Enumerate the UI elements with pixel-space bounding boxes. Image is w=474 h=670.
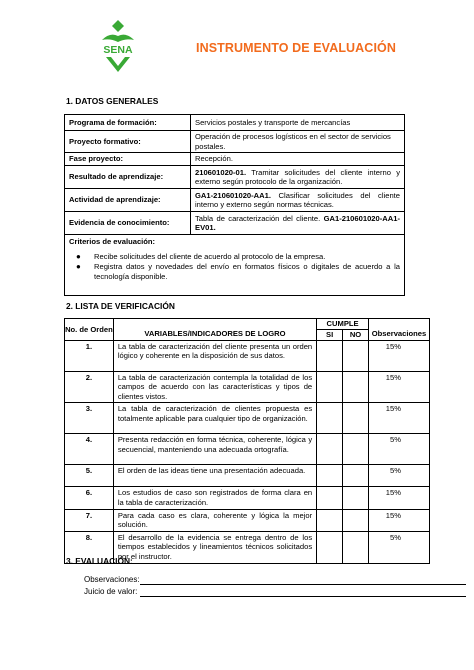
section-evaluacion-heading: 3. EVALUACIÓN: — [66, 556, 133, 566]
evidence-code: GA1-210601020-AA1-EV01. — [195, 213, 400, 233]
datos-generales-table — [64, 114, 405, 296]
row-label: Proyecto formativo: — [65, 131, 191, 153]
si-cell[interactable] — [317, 465, 343, 487]
row-indicator: La tabla de caracterización del cliente presenta un orden lógico y coherente en la disposición de sus datos. — [113, 340, 316, 371]
criteria-cell — [65, 235, 405, 296]
table-row — [65, 434, 430, 465]
table-row — [65, 465, 430, 487]
activity-text: Clasificar solicitudes del cliente interno y externo según normas técnicas. — [195, 190, 400, 210]
row-number: 1. — [65, 340, 114, 371]
si-cell[interactable] — [317, 371, 343, 403]
row-value — [191, 166, 405, 189]
row-observation: 15% — [369, 371, 430, 403]
table-row — [65, 509, 430, 531]
section-datos-generales-heading: 1. DATOS GENERALES — [66, 96, 159, 106]
no-cell[interactable] — [343, 403, 369, 434]
table-row — [65, 153, 405, 166]
row-number: 4. — [65, 434, 114, 465]
row-observation: 15% — [369, 509, 430, 531]
si-cell[interactable] — [317, 434, 343, 465]
table-row — [65, 115, 405, 131]
observaciones-line — [84, 575, 140, 584]
no-cell[interactable] — [343, 434, 369, 465]
row-observation: 5% — [369, 434, 430, 465]
list-item — [69, 252, 400, 262]
criteria-title: Criterios de evaluación: — [69, 237, 156, 247]
table-row — [65, 131, 405, 153]
criteria-list — [69, 252, 400, 282]
no-cell[interactable] — [343, 531, 369, 563]
row-indicator: La tabla de caracterización contempla la totalidad de los campos de acuerdo con las características y tipos de clientes vistos. — [113, 371, 316, 403]
row-indicator: Los estudios de caso son registrados de forma clara en la tabla de caracterización. — [113, 487, 316, 509]
col-header-cumple: CUMPLE — [317, 319, 369, 330]
row-label: Actividad de aprendizaje: — [65, 189, 191, 212]
row-number: 7. — [65, 509, 114, 531]
row-value: Recepción. — [191, 153, 405, 166]
header-row — [65, 319, 430, 330]
si-cell[interactable] — [317, 487, 343, 509]
no-cell[interactable] — [343, 487, 369, 509]
row-indicator: El orden de las ideas tiene una presentación adecuada. — [113, 465, 316, 487]
row-label: Evidencia de conocimiento: — [65, 212, 191, 235]
row-observation: 5% — [369, 465, 430, 487]
observaciones-input-line[interactable] — [140, 584, 466, 585]
row-number: 3. — [65, 403, 114, 434]
col-header-variables: VARIABLES/INDICADORES DE LOGRO — [113, 319, 316, 341]
juicio-label: Juicio de valor: — [84, 587, 138, 596]
si-cell[interactable] — [317, 340, 343, 371]
list-item — [69, 262, 400, 281]
row-label: Fase proyecto: — [65, 153, 191, 166]
no-cell[interactable] — [343, 465, 369, 487]
row-number: 2. — [65, 371, 114, 403]
row-label: Resultado de aprendizaje: — [65, 166, 191, 189]
result-code: 210601020-01. — [195, 167, 247, 177]
logo-text: SENA — [103, 44, 133, 56]
col-header-num: No. de Orden — [65, 319, 114, 341]
table-row — [65, 189, 405, 212]
row-value: Operación de procesos logísticos en el sector de servicios postales. — [191, 131, 405, 153]
table-row — [65, 403, 430, 434]
result-text: Tramitar solicitudes del cliente interno y externo según protocolo de la organización. — [195, 167, 400, 187]
row-observation: 15% — [369, 340, 430, 371]
evidence-text: Tabla de caracterización del cliente. — [195, 213, 324, 223]
row-indicator: El desarrollo de la evidencia se entrega dentro de los tiempos establecidos y lineamientos técnicos solicitados por el instructor. — [113, 531, 316, 563]
bullet-icon: ● — [76, 262, 81, 272]
table-row — [65, 166, 405, 189]
row-number: 8. — [65, 531, 114, 563]
si-cell[interactable] — [317, 531, 343, 563]
row-value — [191, 189, 405, 212]
juicio-input-line[interactable] — [140, 596, 466, 597]
no-cell[interactable] — [343, 509, 369, 531]
row-observation: 15% — [369, 403, 430, 434]
section-lista-verificacion-heading: 2. LISTA DE VERIFICACIÓN — [66, 301, 175, 311]
row-number: 5. — [65, 465, 114, 487]
row-observation: 15% — [369, 487, 430, 509]
row-label: Programa de formación: — [65, 115, 191, 131]
row-value: Servicios postales y transporte de mercancías — [191, 115, 405, 131]
table-row — [65, 371, 430, 403]
si-cell[interactable] — [317, 509, 343, 531]
bullet-icon: ● — [76, 251, 81, 261]
no-cell[interactable] — [343, 340, 369, 371]
table-row — [65, 212, 405, 235]
sena-logo — [96, 18, 140, 74]
row-indicator: Presenta redacción en forma técnica, coherente, lógica y secuencial, manteniendo una adecuada ortografía. — [113, 434, 316, 465]
row-number: 6. — [65, 487, 114, 509]
lista-verificacion-table — [64, 318, 430, 564]
no-cell[interactable] — [343, 371, 369, 403]
row-observation: 5% — [369, 531, 430, 563]
criterion-text: Registra datos y novedades del envío en formatos físicos o digitales de acuerdo a la tecnología disponible. — [94, 262, 400, 281]
col-header-observaciones: Observaciones — [369, 319, 430, 341]
col-header-si: SI — [317, 330, 343, 341]
observaciones-label: Observaciones: — [84, 575, 140, 584]
activity-code: GA1-210601020-AA1. — [195, 190, 271, 200]
si-cell[interactable] — [317, 403, 343, 434]
criterion-text: Recibe solicitudes del cliente de acuerdo al protocolo de la empresa. — [94, 251, 326, 261]
table-row — [65, 340, 430, 371]
row-value — [191, 212, 405, 235]
col-header-no: NO — [343, 330, 369, 341]
row-indicator: La tabla de caracterización de clientes propuesta es totalmente aplicable para cualquier tipo de organización. — [113, 403, 316, 434]
row-indicator: Para cada caso es clara, coherente y lógica la mejor solución. — [113, 509, 316, 531]
table-row — [65, 487, 430, 509]
document-title: INSTRUMENTO DE EVALUACIÓN — [196, 41, 396, 55]
criteria-row — [65, 235, 405, 296]
juicio-line — [84, 587, 137, 596]
